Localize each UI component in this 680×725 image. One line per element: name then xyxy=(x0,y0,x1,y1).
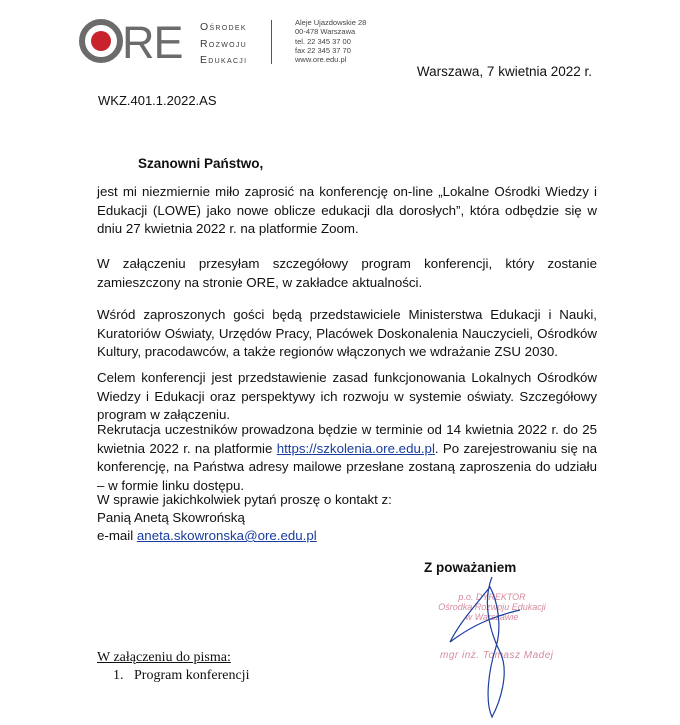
org-name-line: Edukacji xyxy=(200,54,248,66)
attachment-item: 1. Program konferencji xyxy=(113,668,250,683)
paragraph-invitation: jest mi niezmiernie miło zaprosić na konferencję on-line „Lokalne Ośrodki Wiedzy i Edukacji (LOWE) jako nowe oblicze edukacji dla dorosłych”, która odbędzie się w dniu 27 kwietnia 2022 r. na platformie Zoom. xyxy=(97,184,597,236)
contact-email-link[interactable]: aneta.skowronska@ore.edu.pl xyxy=(136,528,317,543)
handwritten-signature xyxy=(430,572,540,722)
paragraph-program: W załączeniu przesyłam szczegółowy program konferencji, który zostanie zamieszczony na stronie ORE, w zakładce aktualności. xyxy=(97,256,597,290)
address-line: Aleje Ujazdowskie 28 xyxy=(295,18,367,27)
logo-red-dot xyxy=(91,31,111,51)
contact-name: Panią Anetą Skowrońską xyxy=(97,510,245,525)
salutation: Szanowni Państwo, xyxy=(138,156,264,171)
registration-link[interactable]: https://szkolenia.ore.edu.pl xyxy=(276,440,435,456)
address-line: 00-478 Warszawa xyxy=(295,27,356,37)
address-line: www.ore.edu.pl xyxy=(295,55,347,65)
email-label: e-mail xyxy=(97,528,137,543)
reference-number: WKZ.401.1.2022.AS xyxy=(98,93,217,108)
closing: Z poważaniem xyxy=(424,560,517,575)
org-name-line: Rozwoju xyxy=(200,37,248,50)
letter-date: Warszawa, 7 kwietnia 2022 r. xyxy=(416,64,592,79)
ore-logo xyxy=(78,16,196,66)
address-block xyxy=(295,18,366,64)
header-divider xyxy=(271,20,272,64)
stamp-line: w Warszawie xyxy=(465,612,519,622)
address-line: tel. 22 345 37 00 xyxy=(295,36,351,46)
paragraph-guests: Wśród zaproszonych gości będą przedstawiciele Ministerstwa Edukacji i Nauki, Kuratoriów Oświaty, Urzędów Pracy, Placówek Doskonalenia Nauczycieli, Ośrodków Kultury, pracodawców, a także regionów włączonych we wdrażanie ZSU 2030. xyxy=(97,307,597,359)
paragraph-recruitment xyxy=(97,421,597,495)
logo-letters: RE xyxy=(122,17,183,66)
stamp-name: mgr inż. Tomasz Madej xyxy=(440,650,554,661)
paragraph-purpose: Celem konferencji jest przedstawienie zasad funkcjonowania Lokalnych Ośrodków Wiedzy i Edukacji oraz perspektywy ich rozwoju w systemie oświaty. Szczegółowy program w załączeniu. xyxy=(97,370,597,422)
address-line: fax 22 345 37 70 xyxy=(295,45,351,55)
recruitment-text-end: . Po zarejestrowaniu się na konferencję, na Państwa adresy mailowe przesłane zostaną zaproszenia do udziału – w formie linku dostępu. xyxy=(97,440,597,493)
org-name xyxy=(200,19,270,69)
attachments-heading: W załączeniu do pisma: xyxy=(97,650,231,665)
contact-email-line xyxy=(97,527,392,545)
org-name-line: Ośrodek xyxy=(200,21,247,33)
contact-block xyxy=(97,491,392,545)
recruitment-text: Rekrutacja uczestników prowadzona będzie w terminie od 14 kwietnia 2022 r. do 25 kwietnia 2022 r. na platformie xyxy=(97,422,597,456)
stamp-line: Ośrodka Rozwoju Edukacji xyxy=(438,602,546,612)
stamp-line: p.o. DYREKTOR xyxy=(458,592,526,602)
contact-intro: W sprawie jakichkolwiek pytań proszę o kontakt z: xyxy=(97,492,392,507)
